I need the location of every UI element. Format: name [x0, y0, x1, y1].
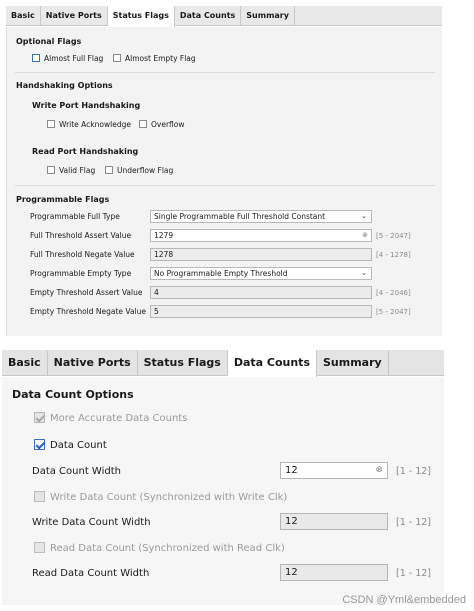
empty-negate-range: [5 - 2047] [376, 308, 411, 316]
data-counts-panel [2, 350, 444, 605]
empty-type-value: No Programmable Empty Threshold [154, 269, 288, 278]
checkbox-box [34, 491, 45, 502]
empty-negate-input [150, 305, 372, 318]
checkbox-box[interactable] [105, 166, 113, 174]
handshaking-heading: Handshaking Options [16, 81, 113, 90]
empty-assert-value: 4 [154, 288, 159, 297]
full-negate-input [150, 248, 372, 261]
data-count-checkbox[interactable] [34, 439, 107, 452]
empty-negate-label: Empty Threshold Negate Value [30, 307, 147, 316]
status-flags-panel [6, 6, 442, 336]
tab-native-ports[interactable]: Native Ports [48, 350, 138, 376]
divider [15, 185, 435, 186]
checkbox-box [34, 542, 45, 553]
tab-data-counts[interactable]: Data Counts [228, 350, 317, 377]
full-assert-range: [5 - 2047] [376, 232, 411, 240]
tab-data-counts[interactable]: Data Counts [175, 6, 241, 26]
write-width-range: [1 - 12] [396, 517, 432, 528]
read-width-input [280, 564, 388, 581]
tab-native-ports[interactable]: Native Ports [41, 6, 108, 26]
read-width-range: [1 - 12] [396, 568, 432, 579]
watermark: CSDN @Yml&embedded [342, 594, 466, 606]
almost-empty-label: Almost Empty Flag [125, 54, 196, 63]
almost-full-checkbox[interactable] [32, 54, 103, 64]
overflow-label: Overflow [151, 120, 185, 129]
almost-empty-checkbox[interactable] [113, 54, 196, 64]
valid-flag-label: Valid Flag [59, 166, 96, 175]
checkbox-box[interactable] [113, 54, 121, 62]
chevron-down-icon[interactable]: ⌄ [361, 212, 367, 220]
full-negate-range: [4 - 1278] [376, 251, 411, 259]
clear-icon[interactable]: ⊗ [375, 465, 383, 475]
tab-basic[interactable]: Basic [6, 6, 41, 26]
check-icon[interactable] [34, 439, 45, 450]
almost-full-label: Almost Full Flag [44, 54, 104, 63]
full-negate-label: Full Threshold Negate Value [30, 250, 135, 259]
check-icon [34, 412, 45, 423]
status-flags-body [6, 27, 442, 336]
write-data-count-checkbox [34, 491, 287, 504]
optional-flags-heading: Optional Flags [16, 37, 82, 46]
checkbox-box[interactable] [139, 120, 147, 128]
checkbox-box[interactable] [47, 120, 55, 128]
data-count-options-heading: Data Count Options [12, 388, 134, 401]
data-count-width-range: [1 - 12] [396, 466, 432, 477]
underflow-checkbox[interactable] [105, 166, 173, 176]
full-assert-label: Full Threshold Assert Value [30, 231, 132, 240]
read-handshaking-heading: Read Port Handshaking [32, 147, 139, 156]
chevron-down-icon[interactable]: ⌄ [361, 269, 367, 277]
tab-bar [2, 350, 444, 376]
tab-status-flags[interactable]: Status Flags [108, 6, 175, 27]
tab-summary[interactable]: Summary [241, 6, 295, 26]
write-ack-checkbox[interactable] [47, 120, 131, 130]
read-data-count-label: Read Data Count (Synchronized with Read Clk) [50, 543, 285, 554]
full-assert-value: 1279 [154, 231, 174, 240]
tab-basic[interactable]: Basic [2, 350, 48, 376]
data-count-label: Data Count [50, 440, 107, 451]
data-count-width-label: Data Count Width [32, 466, 121, 477]
tab-summary[interactable]: Summary [317, 350, 389, 376]
valid-flag-checkbox[interactable] [47, 166, 95, 176]
full-type-select[interactable] [150, 210, 372, 223]
checkbox-box[interactable] [32, 54, 40, 62]
empty-assert-input [150, 286, 372, 299]
write-width-label: Write Data Count Width [32, 517, 151, 528]
read-width-value: 12 [285, 567, 298, 578]
empty-negate-value: 5 [154, 307, 159, 316]
empty-type-select[interactable] [150, 267, 372, 280]
read-data-count-checkbox [34, 542, 285, 555]
write-data-count-label: Write Data Count (Synchronized with Write Clk) [50, 492, 288, 503]
empty-assert-range: [4 - 2046] [376, 289, 411, 297]
checkbox-box[interactable] [47, 166, 55, 174]
write-width-input [280, 513, 388, 530]
more-accurate-checkbox [34, 412, 187, 425]
full-negate-value: 1278 [154, 250, 174, 259]
clear-icon[interactable]: ⊗ [362, 231, 368, 239]
divider [15, 72, 435, 73]
tab-status-flags[interactable]: Status Flags [138, 350, 228, 376]
full-assert-input[interactable] [150, 229, 372, 242]
full-type-value: Single Programmable Full Threshold Constant [154, 212, 326, 221]
overflow-checkbox[interactable] [139, 120, 185, 130]
programmable-flags-heading: Programmable Flags [16, 195, 110, 204]
data-counts-body [2, 377, 444, 605]
more-accurate-label: More Accurate Data Counts [50, 413, 188, 424]
empty-type-label: Programmable Empty Type [30, 269, 132, 278]
underflow-label: Underflow Flag [117, 166, 174, 175]
write-ack-label: Write Acknowledge [59, 120, 131, 129]
write-width-value: 12 [285, 516, 298, 527]
empty-assert-label: Empty Threshold Assert Value [30, 288, 143, 297]
read-width-label: Read Data Count Width [32, 568, 150, 579]
data-count-width-value: 12 [285, 465, 298, 476]
write-handshaking-heading: Write Port Handshaking [32, 101, 141, 110]
data-count-width-input[interactable] [280, 462, 388, 479]
full-type-label: Programmable Full Type [30, 212, 120, 221]
tab-bar [6, 6, 442, 26]
